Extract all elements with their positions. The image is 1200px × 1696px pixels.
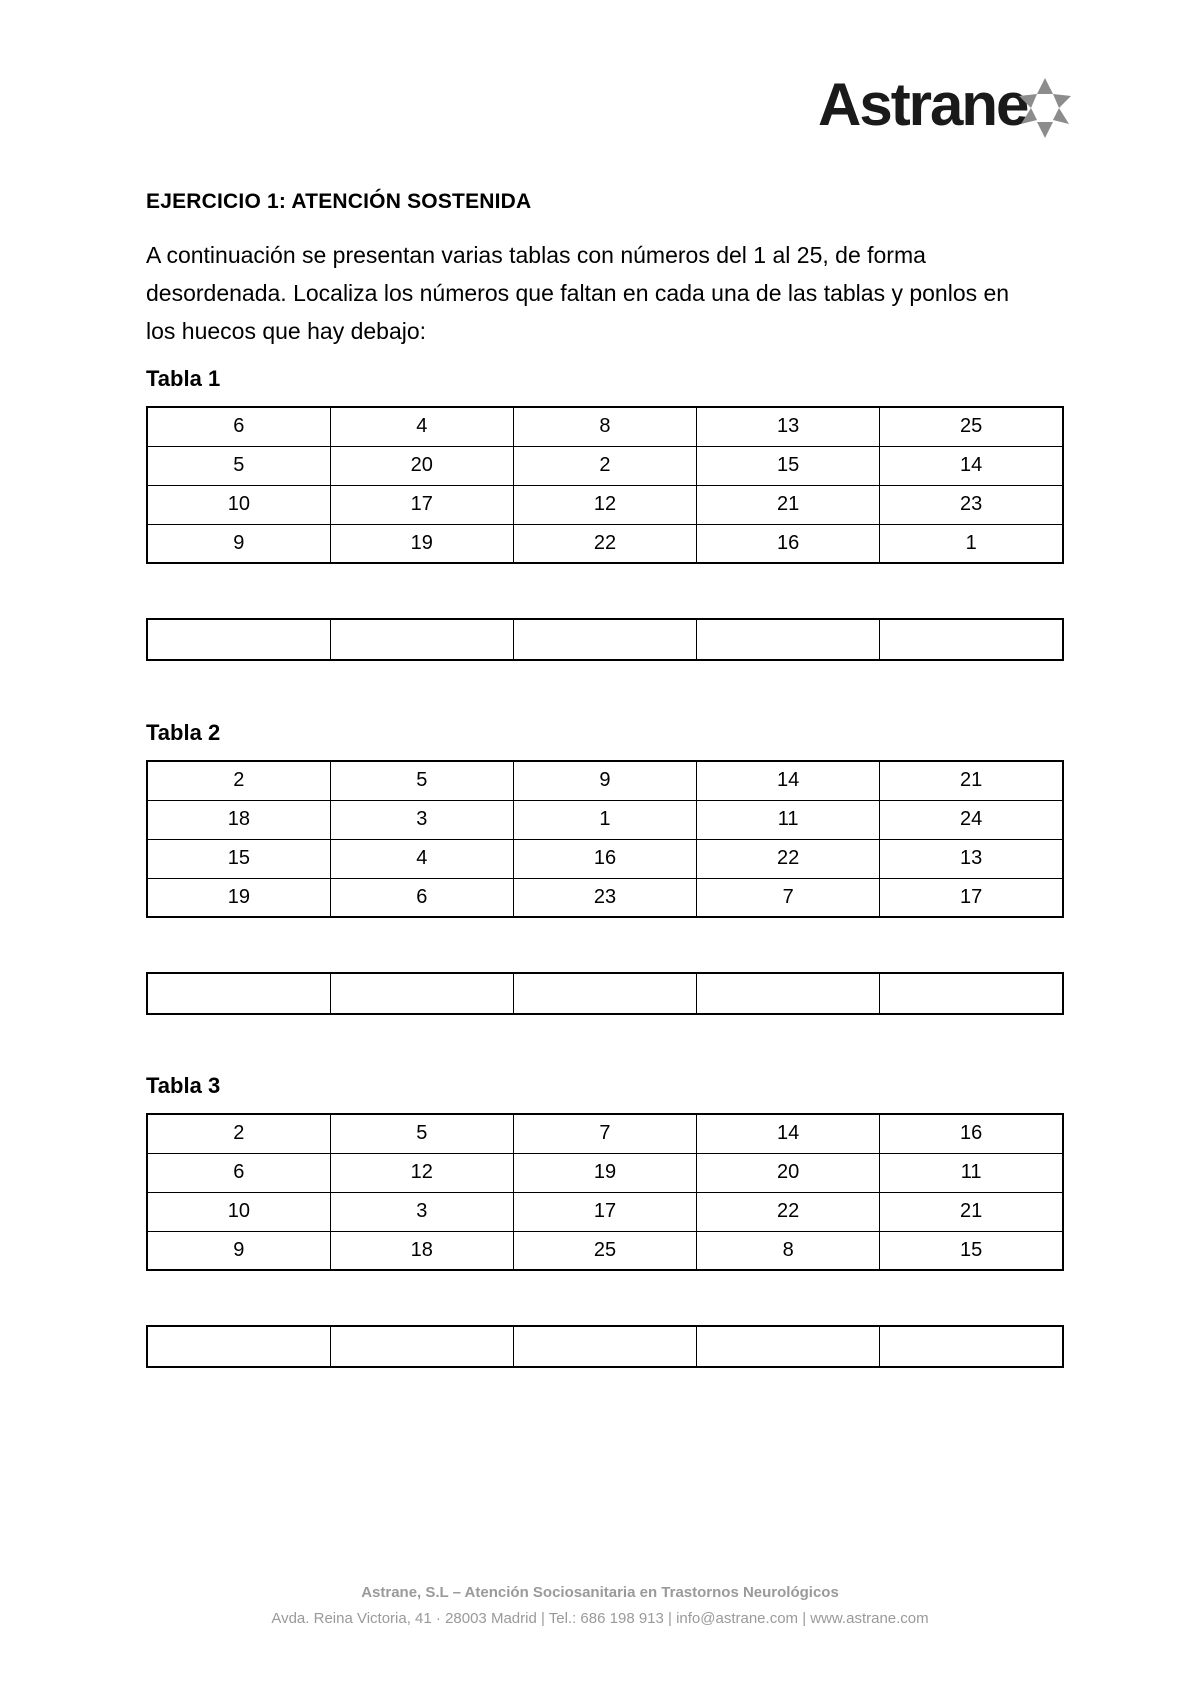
footer-contact-line: Avda. Reina Victoria, 41 · 28003 Madrid | Tel.: 686 198 913 | info@astrane.com | www.astrane.com (271, 1610, 929, 1627)
number-cell: 22 (697, 839, 880, 878)
number-cell: 21 (880, 1192, 1063, 1231)
answer-cell[interactable] (697, 973, 880, 1014)
instruction-line: desordenada. Localiza los números que faltan en cada una de las tablas y ponlos en (146, 280, 1010, 306)
footer-company-line: Astrane, S.L – Atención Sociosanitaria en Trastornos Neurológicos (361, 1584, 839, 1601)
answer-cell[interactable] (880, 1326, 1063, 1367)
number-cell: 12 (513, 485, 696, 524)
answer-cell[interactable] (330, 1326, 513, 1367)
number-cell: 9 (513, 761, 696, 800)
number-cell: 7 (697, 878, 880, 917)
table-row (147, 878, 1063, 917)
number-cell: 14 (697, 761, 880, 800)
number-cell: 20 (697, 1153, 880, 1192)
instruction-line: A continuación se presentan varias tablas con números del 1 al 25, de forma (146, 242, 926, 268)
answer-cell[interactable] (330, 619, 513, 660)
table-row (147, 446, 1063, 485)
number-cell: 15 (697, 446, 880, 485)
number-cell: 21 (697, 485, 880, 524)
number-cell: 1 (880, 524, 1063, 563)
number-cell: 19 (330, 524, 513, 563)
number-cell: 18 (147, 800, 330, 839)
answer-cell[interactable] (513, 1326, 696, 1367)
table-3-label: Tabla 3 (146, 1073, 221, 1098)
number-cell: 3 (330, 800, 513, 839)
table-row (147, 407, 1063, 446)
table-1-label: Tabla 1 (146, 366, 221, 391)
table-2-answer-row (146, 972, 1064, 1015)
number-cell: 18 (330, 1231, 513, 1270)
number-cell: 4 (330, 407, 513, 446)
table-2-label: Tabla 2 (146, 720, 221, 745)
number-cell: 2 (147, 761, 330, 800)
answer-cell[interactable] (330, 973, 513, 1014)
number-cell: 15 (880, 1231, 1063, 1270)
exercise-title: EJERCICIO 1: ATENCIÓN SOSTENIDA (146, 190, 532, 213)
exercise-instructions (146, 236, 1076, 350)
table-row (147, 1231, 1063, 1270)
number-cell: 23 (880, 485, 1063, 524)
number-cell: 9 (147, 1231, 330, 1270)
answer-cell[interactable] (697, 619, 880, 660)
number-cell: 23 (513, 878, 696, 917)
table-row (147, 800, 1063, 839)
number-cell: 2 (513, 446, 696, 485)
number-cell: 5 (330, 761, 513, 800)
number-cell: 1 (513, 800, 696, 839)
number-cell: 8 (697, 1231, 880, 1270)
logo-wordmark: Astrane (818, 71, 1028, 138)
number-cell: 22 (513, 524, 696, 563)
answer-cell[interactable] (880, 619, 1063, 660)
number-cell: 8 (513, 407, 696, 446)
answer-cell[interactable] (513, 619, 696, 660)
number-cell: 10 (147, 485, 330, 524)
number-cell: 14 (880, 446, 1063, 485)
number-cell: 25 (513, 1231, 696, 1270)
number-cell: 13 (880, 839, 1063, 878)
table-row (147, 839, 1063, 878)
number-cell: 6 (147, 407, 330, 446)
number-cell: 3 (330, 1192, 513, 1231)
answer-row (147, 619, 1063, 660)
table-3-answer-row (146, 1325, 1064, 1368)
table-1-numbers (146, 406, 1064, 564)
number-cell: 19 (147, 878, 330, 917)
table-row (147, 1192, 1063, 1231)
number-cell: 25 (880, 407, 1063, 446)
number-cell: 6 (147, 1153, 330, 1192)
table-2-numbers (146, 760, 1064, 918)
number-cell: 20 (330, 446, 513, 485)
number-cell: 11 (880, 1153, 1063, 1192)
answer-cell[interactable] (880, 973, 1063, 1014)
number-cell: 11 (697, 800, 880, 839)
astrane-mark-icon (1013, 76, 1077, 140)
number-cell: 16 (513, 839, 696, 878)
table-row (147, 761, 1063, 800)
astrane-logo (818, 70, 1078, 140)
number-cell: 19 (513, 1153, 696, 1192)
number-cell: 16 (880, 1114, 1063, 1153)
table-row (147, 1114, 1063, 1153)
number-cell: 4 (330, 839, 513, 878)
answer-cell[interactable] (513, 973, 696, 1014)
number-cell: 9 (147, 524, 330, 563)
number-cell: 15 (147, 839, 330, 878)
table-3-numbers (146, 1113, 1064, 1271)
table-row (147, 524, 1063, 563)
table-row (147, 485, 1063, 524)
answer-cell[interactable] (147, 619, 330, 660)
answer-row (147, 973, 1063, 1014)
answer-cell[interactable] (147, 973, 330, 1014)
number-cell: 14 (697, 1114, 880, 1153)
number-cell: 16 (697, 524, 880, 563)
number-cell: 17 (330, 485, 513, 524)
answer-cell[interactable] (697, 1326, 880, 1367)
answer-cell[interactable] (147, 1326, 330, 1367)
number-cell: 5 (147, 446, 330, 485)
number-cell: 5 (330, 1114, 513, 1153)
number-cell: 12 (330, 1153, 513, 1192)
number-cell: 10 (147, 1192, 330, 1231)
number-cell: 17 (880, 878, 1063, 917)
table-1-answer-row (146, 618, 1064, 661)
answer-row (147, 1326, 1063, 1367)
number-cell: 24 (880, 800, 1063, 839)
table-row (147, 1153, 1063, 1192)
number-cell: 2 (147, 1114, 330, 1153)
number-cell: 17 (513, 1192, 696, 1231)
instruction-line: los huecos que hay debajo: (146, 318, 427, 344)
number-cell: 7 (513, 1114, 696, 1153)
number-cell: 13 (697, 407, 880, 446)
number-cell: 22 (697, 1192, 880, 1231)
number-cell: 21 (880, 761, 1063, 800)
number-cell: 6 (330, 878, 513, 917)
